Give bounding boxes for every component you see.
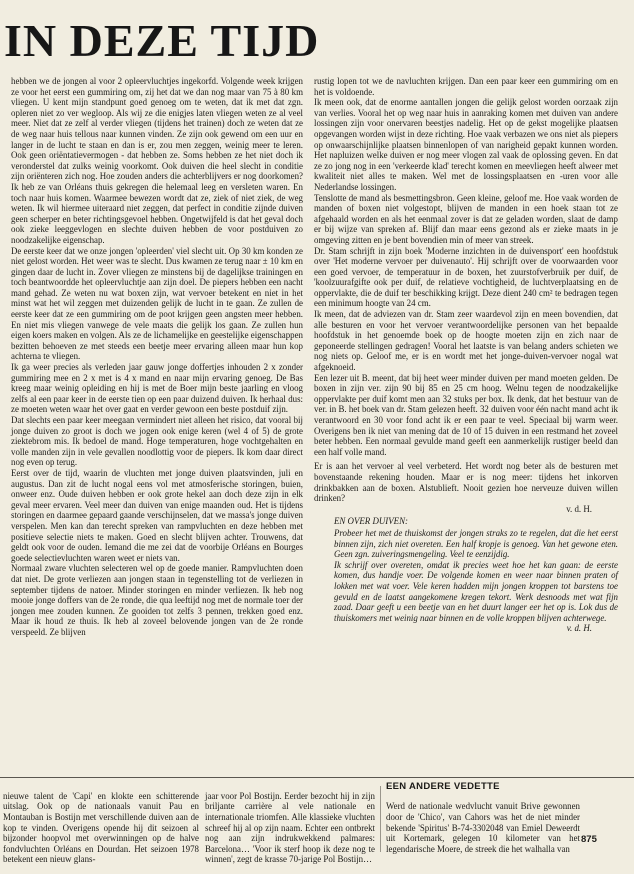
section-heading: EEN ANDERE VEDETTE xyxy=(386,781,500,792)
page-number: 875 xyxy=(581,834,597,845)
paragraph: nieuwe talent de 'Capi' en klokte een schitterende uitslag. Ook op de nationaals vanuit Pau en Montauban is Bostijn met verschillende duiven aan de kop te vinden. Overigens opende hij dit seizoen al bijzonder hoopvol met overwinningen op de halve fondvluchten Orléans en Dourdan. Het seizoen 1978 betekent een nieuw glans- xyxy=(3,790,199,865)
paragraph: rustig lopen tot we de navluchten krijgen. Dan een paar keer een gummiring om en het is voldoende. xyxy=(314,76,618,97)
column-divider xyxy=(380,786,381,852)
paragraph: Normaal zware vluchten selecteren wel op de goede manier. Rampvluchten doen dat niet. De grote verliezen aan jongen staan in tegenstelling tot de verliezen in september tijdens de natoer. Minder storingen en minder verliezen. Ik heb nog mooie jonge doffers van de 2e ronde, die qua leeftijd nog met de normale toer der jongen mee zouden kunnen. Ze gooiden tot zelfs 3 pennen, trekken goed enz. Maar ik houd ze thuis. Ik heb al zoveel belovende jongen van de 2e ronde verspeeld. Ze blijven xyxy=(11,563,303,637)
paragraph: Ik meen ook, dat de enorme aantallen jongen die gelijk gelost worden oorzaak zijn van verlies. Vooral het op weg naar huis in aanraking komen met duiven van andere lossingen zijn voor onervaren beestjes nadelig. Het op de gekst mogelijke plaatsen opgevangen worden wijst in deze richting. Hoe vaak verbazen we ons niet als piepers op onwaarschijnlijke plaatsen binnenlopen of van narigheid gepakt kunnen worden. Het napluizen welke duiven er nog meer vlogen zal vaak de oplossing geven. En dat ze zo jong nog in een 'verkeerde klad' terecht komen en meevliegen heeft alweer met kwaliteit niet alles te maken. Wel met de lossingsplaatsen en -uren voor alle Nederlandse lossingen. xyxy=(314,97,618,192)
sidebar-box xyxy=(334,516,618,634)
paragraph: Er is aan het vervoer al veel verbeterd. Het wordt nog beter als de besturen met bovenstaande rekening houden. Maar er is nog meer: tijdens het inkorven drinkbakken aan de boxen. Alstublieft. Nooit gezien hoe nerveuze duiven willen drinken? xyxy=(314,461,618,504)
paragraph: Dr. Stam schrijft in zijn boek 'Moderne inzichten in de duivensport' een hoofdstuk over 'Het moderne vervoer per duivenauto'. Hij schrijft over de voorwaarden voor een goed vervoer, de temperatuur in de boxen, het zuurstofverbruik per duif, de 'koolzuurafgifte ook per duif, de relatieve vochtigheid, de luchtverplaatsing en de oppervlakte, die de duif ter beschikking krijgt. Deze dient 240 cm² te bedragen tegen een minimum hoogte van 24 cm. xyxy=(314,245,618,309)
author-signature: v. d. H. xyxy=(566,503,592,514)
sidebar-paragraph: Probeer het met de thuiskomst der jongen straks zo te regelen, dat die het eerst binnen zijn, zich niet overeten. Een half kropje is genoeg. Van het gewone eten. Geen zgn. zuiveringsmengeling. Veel te eenzijdig. xyxy=(334,527,618,560)
paragraph: Dat slechts een paar keer meegaan vermindert niet alleen het risico, dat vooral bij jonge duiven zo groot is doch we jogen ook enige keren (wel 4 of 5) de grote ziektebrom mis. Ik bedoel de mand. Hoge temperaturen, hoge vochtgehalten en volle manden zijn in vele gevallen noodlottig voor de piepers. Ik kom daar direct nog even op terug. xyxy=(11,415,303,468)
sidebar-paragraph: Ik schrijf over overeten, omdat ik precies weet hoe het kan gaan: de eerste komen, dus handje voer. De volgende komen en weer naar binnen praten of lokken met wat voer. Vele keren hadden mijn jongen kroppen tot barstens toe gevuld en de laatst aangekomene kregen tekort. Werk desnoods met wat fijn zaad. Daar geeft u een beetje van en het duurt langer eer het op is. Lok dus de thuiskomers met weinig naar binnen en de volle kroppen blijven achterwege. xyxy=(334,559,618,623)
sidebar-heading: EN OVER DUIVEN: xyxy=(334,516,408,527)
bottom-column-2 xyxy=(205,782,375,874)
right-column xyxy=(314,76,618,634)
paragraph: Ik ga weer precies als verleden jaar gauw jonge doffertjes inhouden 2 x zonder gummiring mee en 2 x met is 4 x mand en naar mijn ervaring genoeg. De Bas kreeg maar weinig opleiding en hij is met de Boer mijn beste jaarling en vloog zelfs al een paar keer in de eerste tien op een paar duizend duiven. Ik herhaal dus: ze moeten weten waar het over gaat en verder gewoon een beste postduif zijn. xyxy=(11,362,303,415)
paragraph: Ik meen, dat de adviezen van dr. Stam zeer waardevol zijn en meen bovendien, dat alle besturen en voor het vervoer verantwoordelijke personen van het bepaalde hoofdstuk in het genoemde boek op de hoogte moeten zijn en zich naar de geponeerde stellingen gedragen! Vooral het laatste is van belang anders schieten we nog niets op. Geloof me, er is en wordt met het jonge-duiven-vervoer nogal wat afgeknoeid. xyxy=(314,309,618,373)
horizontal-rule xyxy=(0,777,634,778)
bottom-column-1 xyxy=(3,782,199,874)
bottom-column-3 xyxy=(386,782,580,863)
paragraph: Een lezer uit B. meent, dat bij heet weer minder duiven per mand moeten gelden. De boxen in zijn ver. zijn 90 bij 85 en 25 cm hoog. Welnu tegen de noodzakelijke oppervlakte per duif komt men aan 32 stuks per box. Ik denk, dat het bestuur van de ver. in B. het boek van dr. Stam gelezen heeft. 32 duiven voor één nacht mand acht ik verantwoord en 30 voor fond acht ik er een paar te veel. Speciaal bij warm weer. Overigens ben ik niet van mening dat de 10 of 15 duiven in een restmand het zoveel beter hebben. Een normaal gevulde mand geeft een aanmerkelijk rustiger beeld dan een half volle mand. xyxy=(314,372,618,457)
paragraph: jaar voor Pol Bostijn. Eerder bezocht hij in zijn briljante carrière al vele nationale en internationale triomfen. Alle klassieke vluchten schreef hij al op zijn naam. Echter een ontbrekt nog aan zijn indrukwekkend palmares: Barcelona… 'Voor ik sterf hoop ik deze nog te winnen', zegt de krasse 70-jarige Pol Bostijn… xyxy=(205,790,375,865)
sidebar-signature: v. d. H. xyxy=(566,623,592,634)
paragraph: Eerst over de tijd, waarin de vluchten met jonge duiven plaatsvinden, juli en augustus. Dan zit de lucht nogal eens vol met atmosferische storingen, buien, onweer enz. Oude duiven hebben er ook grote hekel aan doch deze zijn in elk geval meer ervaren. Veel meer dan duiven van enige maanden oud. Het is tijdens storingen en daarmee gepaard gaande verschijnselen, dat we massa's jonge duiven verspelen. Men kan dan terecht spreken van rampvluchten en deze hebben met positieve selectie niets te maken. Goed en slecht blijven achter. Trouwens, dat geldt ook voor de ouden. Iemand die me zei dat de voorbije Orléans en Bourges goede selectievluchten waren weet er niets van. xyxy=(11,467,303,563)
paragraph: Werd de nationale wedvlucht vanuit Brive gewonnen door de 'Chico', van Cahors was het de niet minder bekende 'Spiritus' B-74-3302048 van Emiel Deweerdt uit Kortemark, gelegen 10 kilometer van het legendarische Moere, de streek die het walhalla van xyxy=(386,801,580,854)
article-title: IN DEZE TIJD xyxy=(4,15,320,66)
paragraph: Tenslotte de mand als besmettingsbron. Geen kleine, geloof me. Hoe vaak worden de manden of boxen niet volgestopt, blijven de manden in een hoek staan tot ze afgehaald worden en als het eenmaal zover is dat ze geladen worden, slaat de damp er bij wijze van spreken af. Blijf dan maar eens gezond als er zieke maats in je omgeving zitten en je bent bovendien min of meer van streek. xyxy=(314,192,618,245)
paragraph: hebben we de jongen al voor 2 opleervluchtjes ingekorfd. Volgende week krijgen ze voor het eerst een gummiring om, zij het dat we dan nog maar van 75 à 80 km vliegen. U kent mijn standpunt goed genoeg om te weten, dat ik met dat zgn. opleren niet zo ver wegloop. Als wij ze die enigjes laten vliegen weten ze al veel meer. Niet dat ze zelf al verder vliegen (tijdens het trainen) doch ze weten dat ze de weg naar huis tellous naar kunnen vinden. Ze zijn ook gewend om een uur en langer in de lucht te staan en dan is er, zou men zeggen, weinig meer te leren. Ook geen oriëntatievermogen - dat hebben ze. Soms hebben ze het niet doch ik veronderstel dat zulks weinig voorkomt. Ook duiven die heel slecht in conditie zijn oriënteren zich nog. Hoe zouden anders die achterblijvers er nog doorkomen? Ik heb ze van Orléans thuis gekregen die helemaal leeg en versleten waren. En toch naar huis komen. Waarmee bewezen wordt dat ze, ziek of niet ziek, de weg weten. Ik wil hiermee uiteraard niet zeggen, dat perfect in conditie zijnde duiven geen scherper en beter richtingsgevoel hebben. Ongetwijfeld is dat het geval doch ook zieke leeggevlogen en slechte duiven hebben de voor postduiven zo noodzakelijke eigenschap. xyxy=(11,76,303,245)
paragraph: De eerste keer dat we onze jongen 'opleerden' viel slecht uit. Op 30 km konden ze niet gelost worden. Het weer was te slecht. Dus kwamen ze terug naar ± 10 km en gingen daar de lucht in. Zover vliegen ze minstens bij de dagelijkse trainingen en toch beantwoordde het opleervluchtje aan zijn doel. De piepers hebben een nacht mand gehad. Ze weten nu wat boxen zijn, wat vervoer betekent en niet in het minst wat het wil zeggen met duizenden gelijk de lucht in te gaan. Ze zullen de eerste keer dat ze een gummiring om de poot krijgen geen angsten meer hebben. En niet mis vliegen vanwege de vele maats die gelijk los gaan. Ze zullen hun eigen koers maken en volgen. Als ze de lichamelijke en geestelijke eigenschappen bezitten behoeven ze met steeds een beetje meer ervaring alleen maar hun kop achterna te vliegen. xyxy=(11,245,303,362)
left-column xyxy=(11,76,303,637)
